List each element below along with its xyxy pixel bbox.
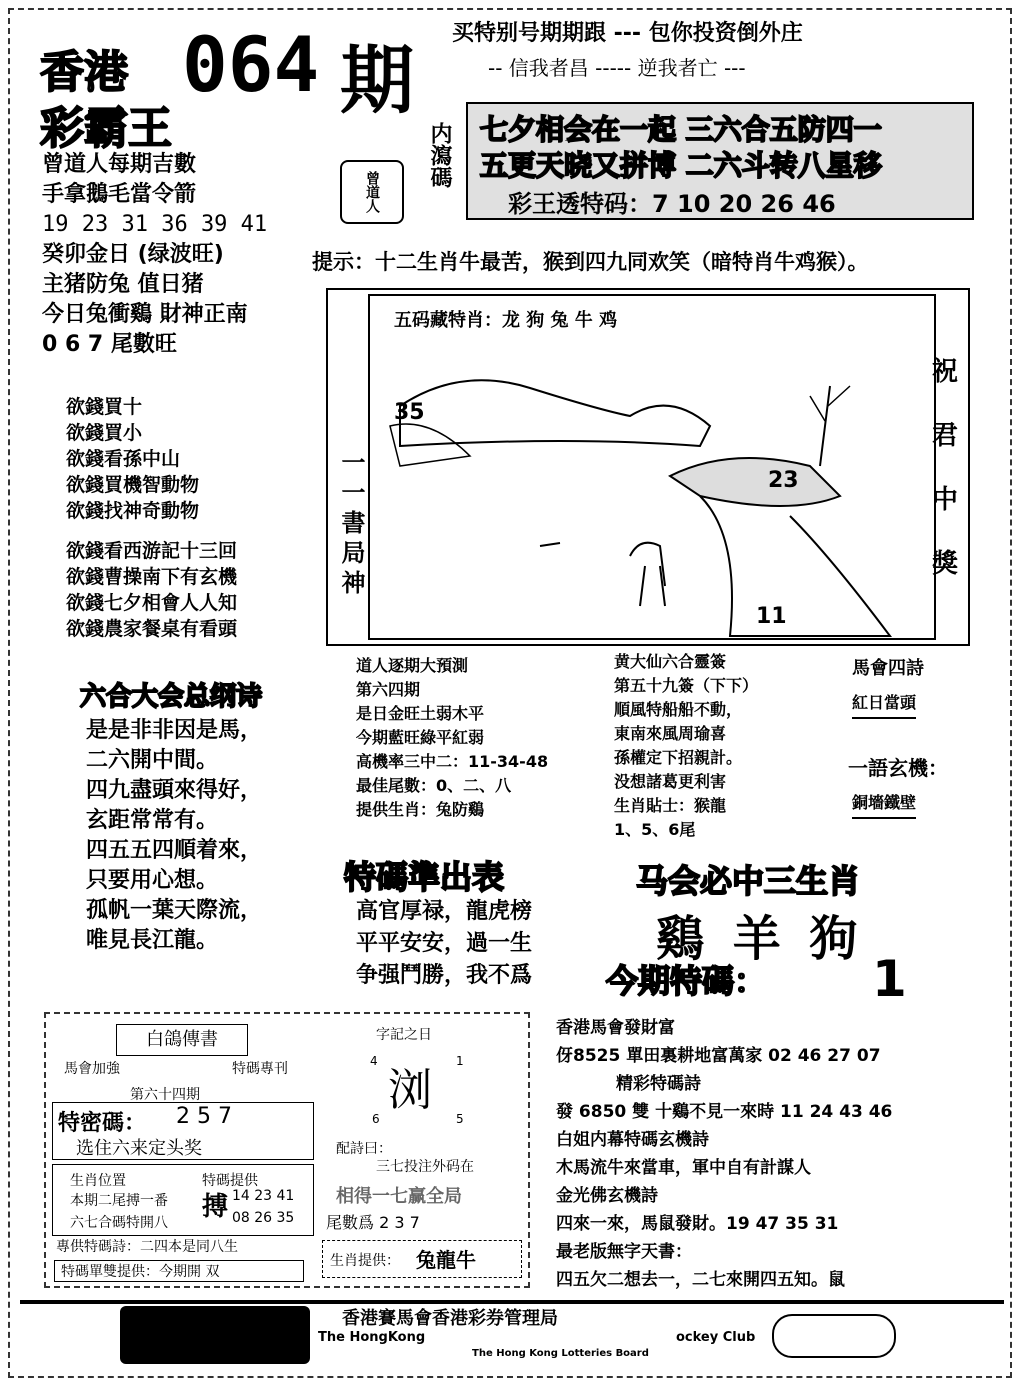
right-small: 特碼專刊 [232, 1061, 288, 1077]
br-line: 伢8525 單田裏耕地富萬家 02 46 27 07 [556, 1046, 881, 1066]
picture-num-b: 23 [768, 468, 799, 493]
lucky-numbers: 19 23 31 36 39 41 [42, 212, 268, 237]
zi-title: 字記之日 [376, 1027, 432, 1043]
forecast-line: 提供生肖：兔防鷄 [356, 800, 485, 819]
right-blessing [932, 340, 958, 596]
blessing-char: 中 [932, 485, 959, 515]
sx-value: 兔龍牛 [416, 1248, 476, 1272]
poem-line-1: 七夕相会在一起 三六合五防四一 [480, 113, 882, 146]
horse3-animals: 鷄 羊 狗 [656, 911, 864, 967]
forecast-block [356, 654, 548, 822]
bo-char: 搏 [202, 1192, 229, 1222]
pick-line: 选住六来定头奖 [76, 1138, 202, 1159]
issue-label: 第六十四期 [130, 1087, 200, 1103]
horse3-title: 马会必中三生肖 [636, 862, 861, 900]
danshuang-box [54, 1260, 304, 1282]
footer-en-right: ockey Club [676, 1330, 756, 1345]
br-line: 四五欠二想去一，二七來開四五知。鼠 [556, 1270, 845, 1290]
poem-six-line: 孤帆一葉天際流， [86, 898, 263, 923]
br-line: 香港馬會發財富 [556, 1018, 675, 1038]
zi-char: 浏 [388, 1065, 432, 1116]
forecast-line: 高機率三中二：11-34-48 [356, 752, 549, 771]
blessing-char: 祝 [932, 357, 959, 387]
huang-block [614, 650, 758, 842]
clock-4: 4 [370, 1054, 378, 1068]
br-line: 發 6850 雙 十鷄不見一來時 11 24 43 46 [556, 1102, 893, 1122]
picture-num-a: 35 [394, 400, 425, 425]
money-item: 欲錢七夕相會人人知 [66, 592, 238, 614]
poem-six-title: 六合大会总纲诗 [80, 682, 263, 712]
blessing-char: 獎 [932, 549, 959, 579]
neixie-label: 内瀉碼 [427, 122, 452, 188]
money-list-1 [66, 394, 199, 524]
tema-provide: 特碼提供 [202, 1173, 258, 1189]
money-item: 欲錢找神奇動物 [66, 500, 200, 522]
br-line: 木馬流牛來當車，軍中自有計謀人 [556, 1158, 811, 1178]
sx-label: 生肖提供： [330, 1253, 400, 1269]
horse3-label: 今期特碼： [606, 962, 767, 1000]
forecast-line: 道人逐期大預測 [356, 656, 469, 675]
bottom-right-block [556, 1014, 892, 1294]
horse3-number: 1 [872, 950, 907, 1008]
special-block [356, 896, 532, 992]
slogan-bottom: -- 信我者昌 ----- 逆我者亡 --- [488, 56, 746, 80]
nums-row-2: 08 26 35 [232, 1210, 295, 1226]
forecast-line: 今期藍旺綠平紅弱 [356, 728, 485, 747]
huang-line: 順風特船船不動， [614, 700, 743, 719]
danshuang-value: 今期開 双 [159, 1264, 220, 1280]
footer-en-sub: The Hong Kong Lotteries Board [472, 1348, 649, 1359]
tema-value: 2 5 7 [176, 1104, 232, 1129]
poem-six-line: 四五五四順着來， [86, 838, 263, 863]
money-item: 欲錢買機智動物 [66, 474, 200, 496]
picture-title: 五码藏特肖：龙 狗 兔 牛 鸡 [394, 310, 618, 331]
ma-sub2: 銅墻鐵壁 [852, 790, 916, 819]
danshuang-label: 特碼單雙提供： [61, 1264, 159, 1280]
ma-title2: 一語玄機： [848, 756, 948, 780]
poem-six-line: 唯見長江龍。 [86, 928, 219, 953]
left-line-2: 手拿鵝毛當令箭 [42, 182, 197, 207]
blessing-char: 君 [932, 421, 959, 451]
huang-line: 没想諸葛更利害 [614, 772, 727, 791]
forecast-line: 最佳尾數：0、二、八 [356, 776, 512, 795]
huang-line: 1、5、6尾 [614, 820, 696, 839]
poem-six-body [86, 716, 262, 956]
pei-text: 三七投注外码在 [376, 1159, 474, 1175]
huang-line: 黄大仙六合靈簽 [614, 652, 727, 671]
issue-suffix: 期 [340, 38, 414, 124]
weishu-line: 尾數爲 2 3 7 [326, 1213, 420, 1232]
huang-line: 生肖貼士：猴龍 [614, 796, 727, 815]
br-line: 四來一來，馬鼠發財。19 47 35 31 [556, 1214, 839, 1234]
pei-label: 配詩曰： [336, 1141, 392, 1157]
special-line: 高官厚禄，龍虎榜 [356, 899, 533, 924]
day-line-2: 主猪防兔 值日猪 [42, 272, 204, 297]
left-line-1: 曾道人每期吉數 [42, 152, 197, 177]
seal-stamp: 曾道人 [340, 160, 404, 224]
br-line: 精彩特碼詩 [616, 1074, 701, 1094]
landscape-frame [368, 294, 936, 640]
special-title: 特碼準出表 [344, 858, 505, 896]
picture-panel [326, 288, 970, 646]
poem-line: 專供特碼詩：二四本是同八生 [56, 1239, 238, 1255]
nums-row-1: 14 23 41 [232, 1188, 295, 1204]
money-list-2 [66, 538, 237, 642]
box-title: 白鴿傳書 [116, 1024, 248, 1056]
slogan-top: 买特别号期期跟 --- 包你投资倒外庄 [452, 21, 803, 46]
huang-line: 東南來風周瑜喜 [614, 724, 727, 743]
huang-line: 孫權定下招親計。 [614, 748, 743, 767]
day-line-1: 癸卯金日 (绿波旺) [42, 242, 224, 267]
footer-en-left: The HongKong [318, 1330, 426, 1345]
hint-text: 提示：十二生肖牛最苦，猴到四九同欢笑（暗特肖牛鸡猴）。 [312, 250, 869, 274]
money-item: 欲錢買小 [66, 422, 143, 444]
poem-six-line: 二六開中間。 [86, 748, 219, 773]
money-item: 欲錢農家餐桌有看頭 [66, 618, 238, 640]
money-item: 欲錢曹操南下有玄機 [66, 566, 238, 588]
xiangde-line: 相得一七赢全局 [336, 1186, 462, 1207]
money-item: 欲錢看孫中山 [66, 448, 181, 470]
poem-six-line: 四九盡頭來得好， [86, 778, 263, 803]
side-label: 一一書局神 [337, 450, 365, 600]
footer-logo-right [772, 1314, 896, 1358]
poem-line-3: 彩王透特码：7 10 20 26 46 [508, 190, 836, 218]
issue-number: 064 [182, 20, 320, 109]
day-line-3: 今日兔衝鷄 財神正南 [42, 302, 248, 327]
ma-sub: 紅日當頭 [852, 690, 916, 719]
footer-cn: 香港賽馬會香港彩券管理局 [342, 1308, 558, 1329]
footer-logo-left [120, 1306, 310, 1364]
money-item: 欲錢看西游記十三回 [66, 540, 238, 562]
br-line: 最老版無字天書： [556, 1242, 692, 1262]
tema-label: 特密碼： [58, 1111, 147, 1136]
poem-six-line: 是是非非因是馬， [86, 718, 263, 743]
shengxiao-label: 生肖位置 [70, 1173, 126, 1189]
huang-line: 第五十九簽（下下） [614, 676, 759, 695]
ma-title: 馬會四詩 [852, 658, 924, 679]
special-line: 争强鬥勝，我不爲 [356, 963, 533, 988]
forecast-line: 是日金旺土弱木平 [356, 704, 485, 723]
brand-title: 彩霸王 [40, 103, 172, 154]
clock-5: 5 [456, 1112, 464, 1126]
br-line: 白姐内幕特碼玄機詩 [556, 1130, 709, 1150]
tail-line: 0 6 7 尾數旺 [42, 332, 177, 357]
clock-1: 1 [456, 1054, 464, 1068]
br-line: 金光佛玄機詩 [556, 1186, 658, 1206]
special-line: 平平安安，過一生 [356, 931, 533, 956]
left-small: 馬會加強 [64, 1061, 120, 1077]
poem-six-line: 只要用心想。 [86, 868, 219, 893]
region-title: 香港 [40, 47, 128, 98]
liuqi-line: 六七合碼特開八 [70, 1215, 168, 1231]
poem-line-2: 五更天晓又拼博 二六斗转八星移 [480, 149, 882, 182]
landscape-illustration [370, 296, 934, 638]
bottom-left-panel [44, 1012, 530, 1288]
clock-6: 6 [372, 1112, 380, 1126]
poem-six-line: 玄距常常有。 [86, 808, 219, 833]
money-item: 欲錢買十 [66, 396, 143, 418]
picture-num-c: 11 [756, 604, 787, 629]
shengxiao-line: 本期二尾搏一番 [70, 1193, 168, 1209]
forecast-line: 第六四期 [356, 680, 421, 699]
poem-box [466, 102, 974, 220]
left-top-block [42, 150, 267, 360]
